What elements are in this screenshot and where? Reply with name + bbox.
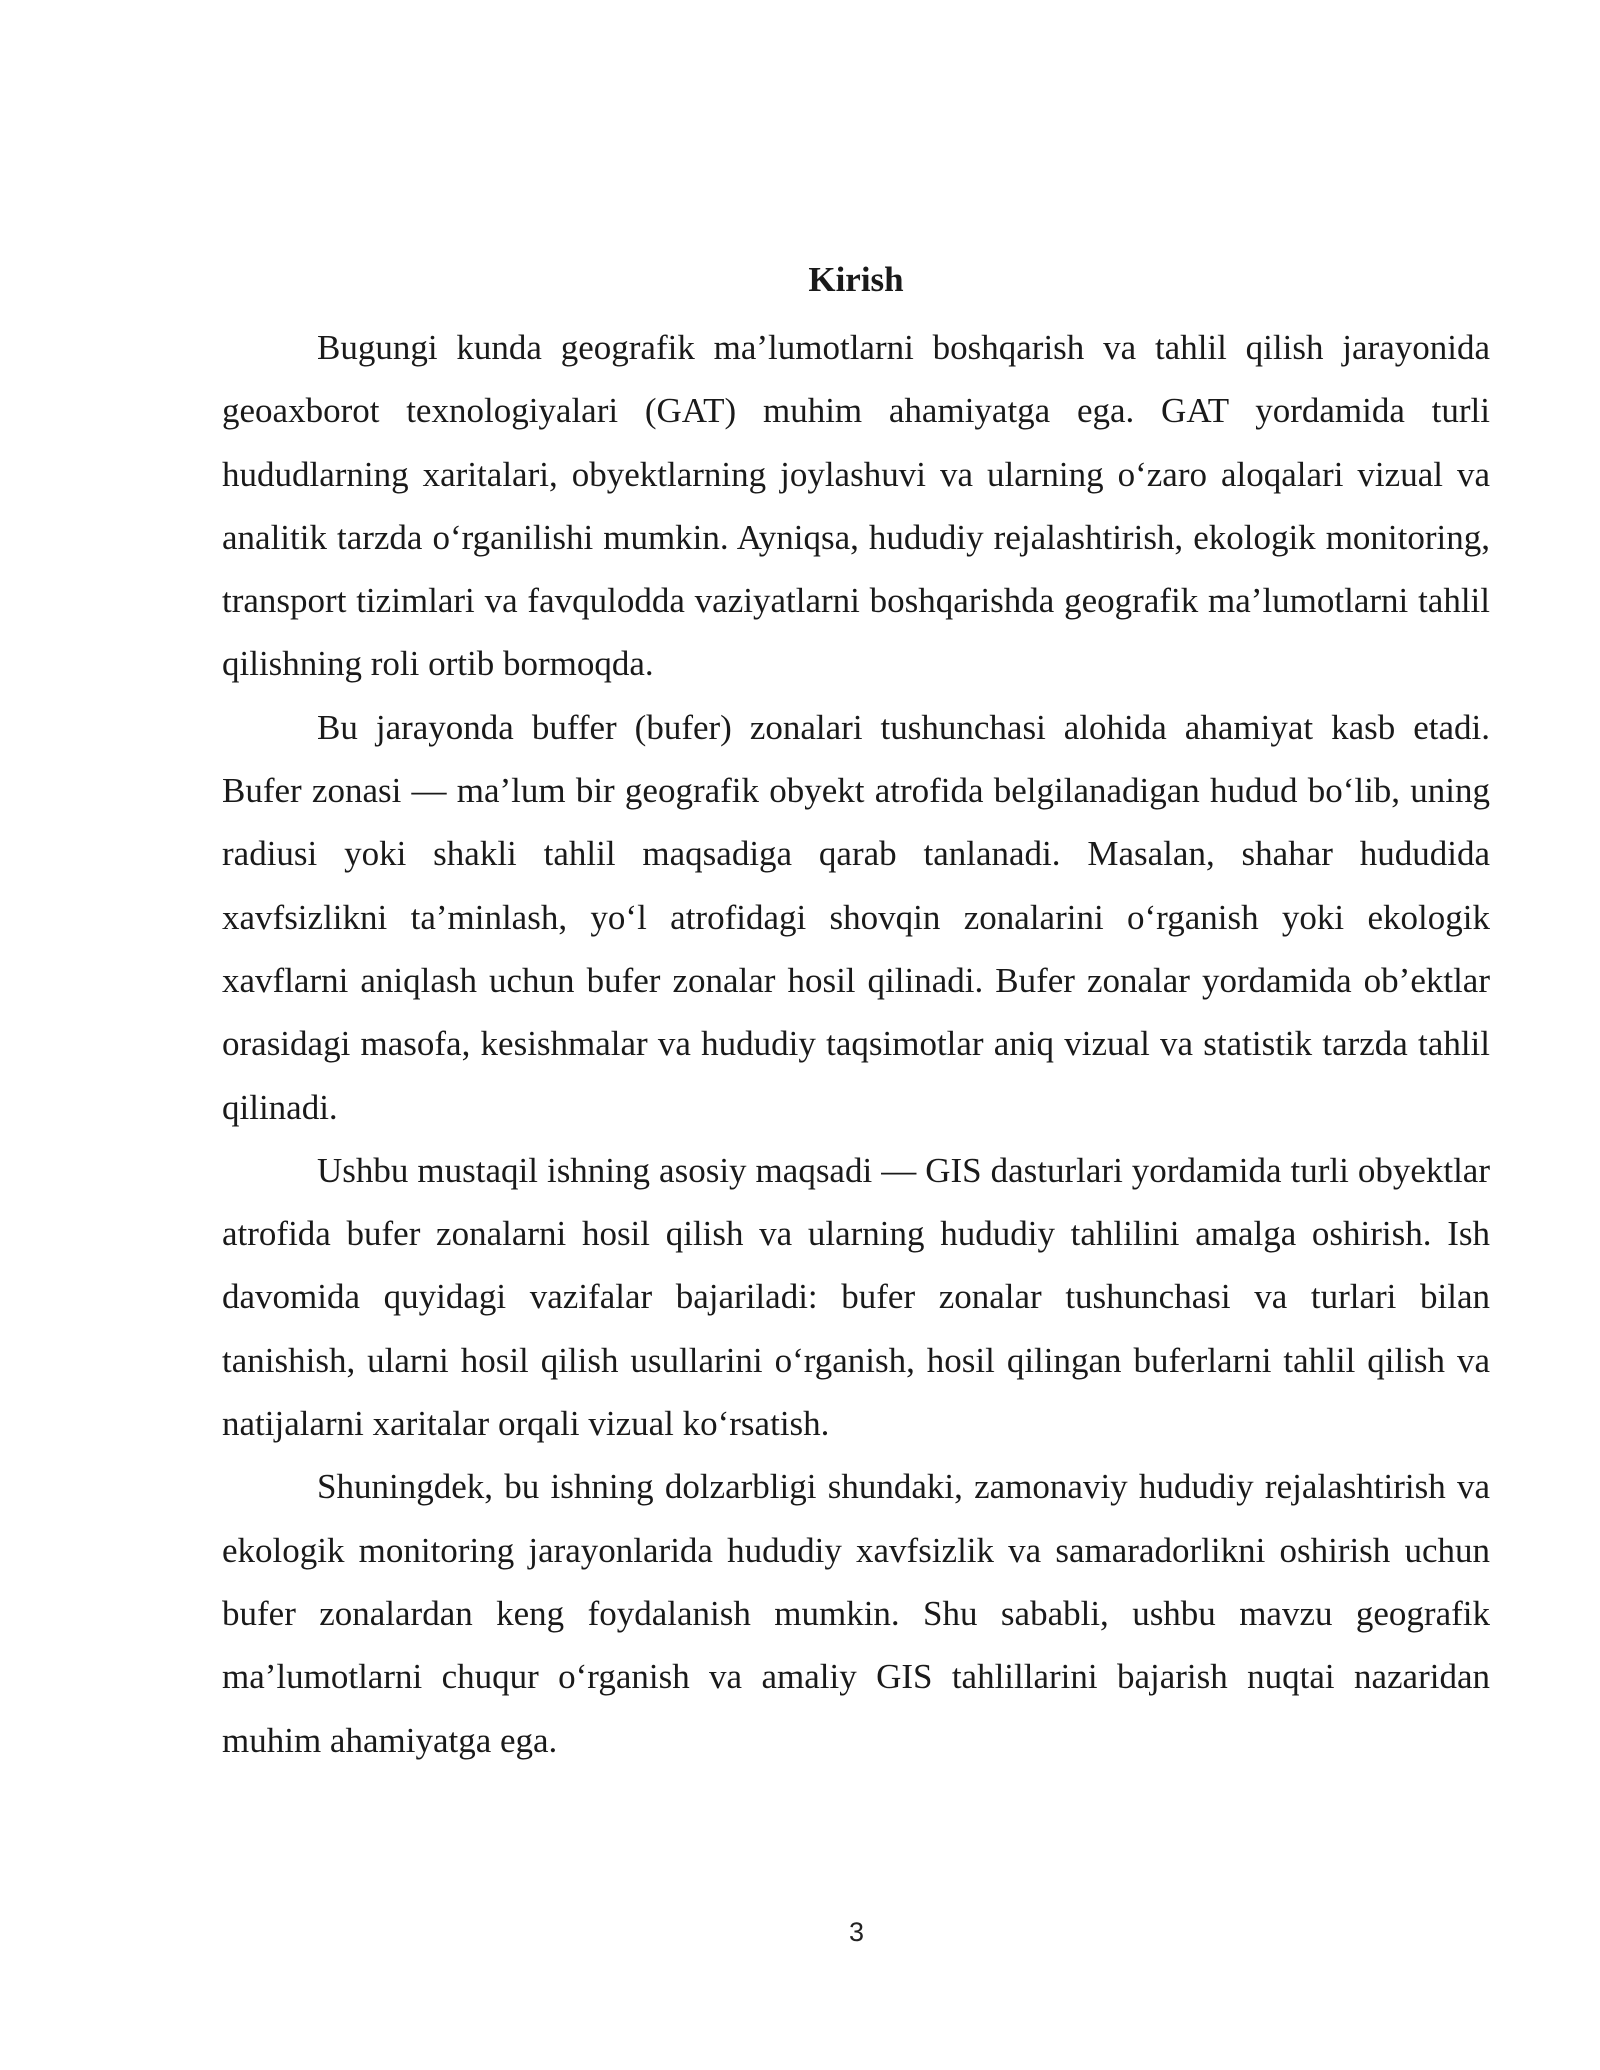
paragraph-intro: Bugungi kunda geografik ma’lumotlarni boshqarish va tahlil qilish jarayonida geoaxborot texnologiyalari (GAT) muhim ahamiyatga ega. GAT yordamida turli hududlarning xaritalari, obyektlarning joylashuvi va ularning o‘zaro aloqalari vizual va analitik tarzda o‘rganilishi mumkin. Ayniqsa, hududiy rejalashtirish, ekologik monitoring, transport tizimlari va favqulodda vaziyatlarni boshqarishda geografik ma’lumotlarni tahlil qilishning roli ortib bormoqda. <box>222 328 1490 684</box>
page-content <box>222 252 1490 1772</box>
paragraph-buffer-zones: Bu jarayonda buffer (bufer) zonalari tushunchasi alohida ahamiyat kasb etadi. Bufer zonasi — ma’lum bir geografik obyekt atrofida belgilanadigan hudud bo‘lib, uning radiusi yoki shakli tahlil maqsadiga qarab tanlanadi. Masalan, shahar hududida xavfsizlikni ta’minlash, yo‘l atrofidagi shovqin zonalarini o‘rganish yoki ekologik xavflarni aniqlash uchun bufer zonalar hosil qilinadi. Bufer zonalar yordamida ob’ektlar orasidagi masofa, kesishmalar va hududiy taqsimotlar aniq vizual va statistik tarzda tahlil qilinadi. <box>222 707 1490 1127</box>
paragraph-goal: Ushbu mustaqil ishning asosiy maqsadi — GIS dasturlari yordamida turli obyektlar atrofida bufer zonalarni hosil qilish va ularning hududiy tahlilini amalga oshirish. Ish davomida quyidagi vazifalar bajariladi: bufer zonalar tushunchasi va turlari bilan tanishish, ularni hosil qilish usullarini o‘rganish, hosil qilingan buferlarni tahlil qilish va natijalarni xaritalar orqali vizual ko‘rsatish. <box>222 1150 1490 1444</box>
page-number: 3 <box>848 1917 865 1947</box>
paragraph-relevance: Shuningdek, bu ishning dolzarbligi shundaki, zamonaviy hududiy rejalashtirish va ekologik monitoring jarayonlarida hududiy xavfsizlik va samaradorlikni oshirish uchun bufer zonalardan keng foydalanish mumkin. Shu sababli, ushbu mavzu geografik ma’lumotlarni chuqur o‘rganish va amaliy GIS tahlillarini bajarish nuqtai nazaridan muhim ahamiyatga ega. <box>222 1467 1490 1760</box>
section-title: Kirish <box>808 260 904 299</box>
